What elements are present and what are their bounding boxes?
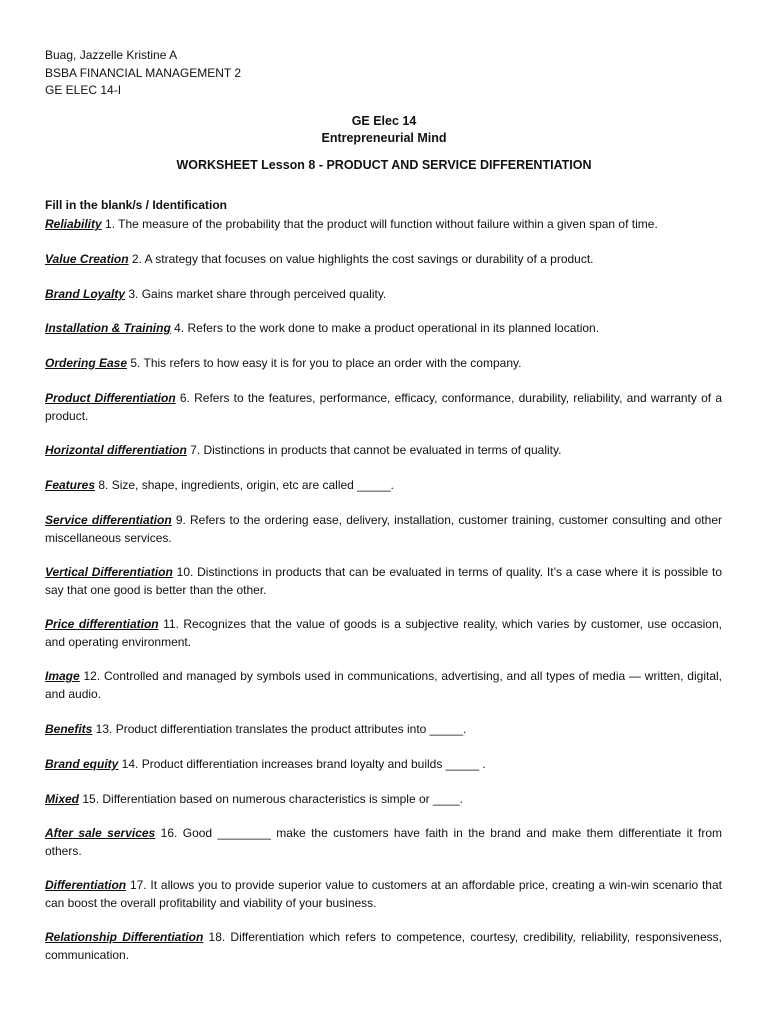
subject-title: Entrepreneurial Mind — [321, 131, 447, 145]
question-text: 3. Gains market share through perceived quality. — [125, 287, 387, 301]
answer-text: Relationship Differentiation — [45, 930, 204, 944]
question-text: 13. Product differentiation translates the product attributes into _____. — [92, 722, 467, 736]
answer-text: Ordering Ease — [45, 356, 128, 370]
student-program: BSBA FINANCIAL MANAGEMENT 2 — [45, 65, 242, 80]
answer-text: Installation & Training — [45, 321, 171, 335]
question-text: 14. Product differentiation increases brand loyalty and builds _____ . — [118, 757, 486, 771]
question-item — [45, 216, 722, 234]
question-text: 8. Size, shape, ingredients, origin, etc are called _____. — [95, 478, 394, 492]
question-item — [45, 251, 722, 269]
question-item — [45, 791, 722, 809]
question-text: 7. Distinctions in products that cannot be evaluated in terms of quality. — [186, 443, 562, 457]
answer-text: Service differentiation — [45, 513, 172, 527]
answer-text: Vertical Differentiation — [45, 565, 173, 579]
answer-text: Product Differentiation — [45, 391, 176, 405]
answer-text: Reliability — [45, 217, 102, 231]
answer-text: Features — [45, 478, 96, 492]
question-text: 5. This refers to how easy it is for you to place an order with the company. — [127, 356, 522, 370]
question-text: 12. Controlled and managed by symbols used in communications, advertising, and all types of media — written, digital, and audio. — [45, 669, 722, 701]
answer-text: Image — [45, 669, 80, 683]
answer-text: After sale services — [45, 826, 156, 840]
question-item — [45, 721, 722, 739]
question-text: 11. Recognizes that the value of goods is a subjective reality, which varies by customer, use occasion, and operating environment. — [45, 617, 722, 649]
answer-text: Brand Loyalty — [45, 287, 126, 301]
answer-text: Mixed — [45, 792, 80, 806]
student-section: GE ELEC 14-I — [45, 83, 122, 97]
answer-text: Horizontal differentiation — [45, 443, 187, 457]
question-item — [45, 286, 722, 304]
student-name: Buag, Jazzelle Kristine A — [45, 48, 178, 62]
question-text: 16. Good ________ make the customers have faith in the brand and make them differentiate it from others. — [45, 826, 722, 858]
answer-text: Differentiation — [45, 878, 127, 892]
answer-text: Value Creation — [45, 252, 129, 266]
question-text: 15. Differentiation based on numerous characteristics is simple or ____. — [79, 792, 463, 806]
worksheet-titles — [0, 113, 768, 174]
question-text: 10. Distinctions in products that can be evaluated in terms of quality. It’s a case where it is possible to say that one good is better than the other. — [45, 565, 722, 597]
question-item — [45, 668, 722, 703]
question-item — [45, 355, 722, 373]
question-text: 1. The measure of the probability that the product will function without failure within a given span of time. — [101, 217, 658, 231]
course-title: GE Elec 14 — [351, 114, 417, 128]
question-text: 2. A strategy that focuses on value highlights the cost savings or durability of a product. — [128, 252, 594, 266]
question-text: 18. Differentiation which refers to competence, courtesy, credibility, reliability, responsiveness, communication. — [45, 930, 722, 962]
question-text: 9. Refers to the ordering ease, delivery, installation, customer training, customer consulting and other miscellaneous services. — [45, 513, 722, 545]
question-text: 6. Refers to the features, performance, efficacy, conformance, durability, reliability, and warranty of a product. — [45, 391, 722, 423]
question-item — [45, 390, 722, 425]
question-item — [45, 616, 722, 651]
question-item — [45, 320, 722, 338]
question-item — [45, 477, 722, 495]
question-text: 4. Refers to the work done to make a product operational in its planned location. — [170, 321, 600, 335]
question-text: 17. It allows you to provide superior value to customers at an affordable price, creating a win-win scenario that can boost the overall profitability and viability of your business. — [45, 878, 722, 910]
question-item — [45, 564, 722, 599]
question-item — [45, 756, 722, 774]
answer-text: Benefits — [45, 722, 93, 736]
question-item — [45, 442, 722, 460]
question-item — [45, 825, 722, 860]
question-item — [45, 877, 722, 912]
question-item — [45, 512, 722, 547]
worksheet-title: WORKSHEET Lesson 8 - PRODUCT AND SERVICE DIFFERENTIATION — [176, 158, 592, 172]
student-header — [45, 47, 241, 100]
question-item — [45, 929, 722, 964]
answer-text: Brand equity — [45, 757, 119, 771]
instruction-text: Fill in the blank/s / Identification — [45, 198, 228, 212]
answer-text: Price differentiation — [45, 617, 159, 631]
